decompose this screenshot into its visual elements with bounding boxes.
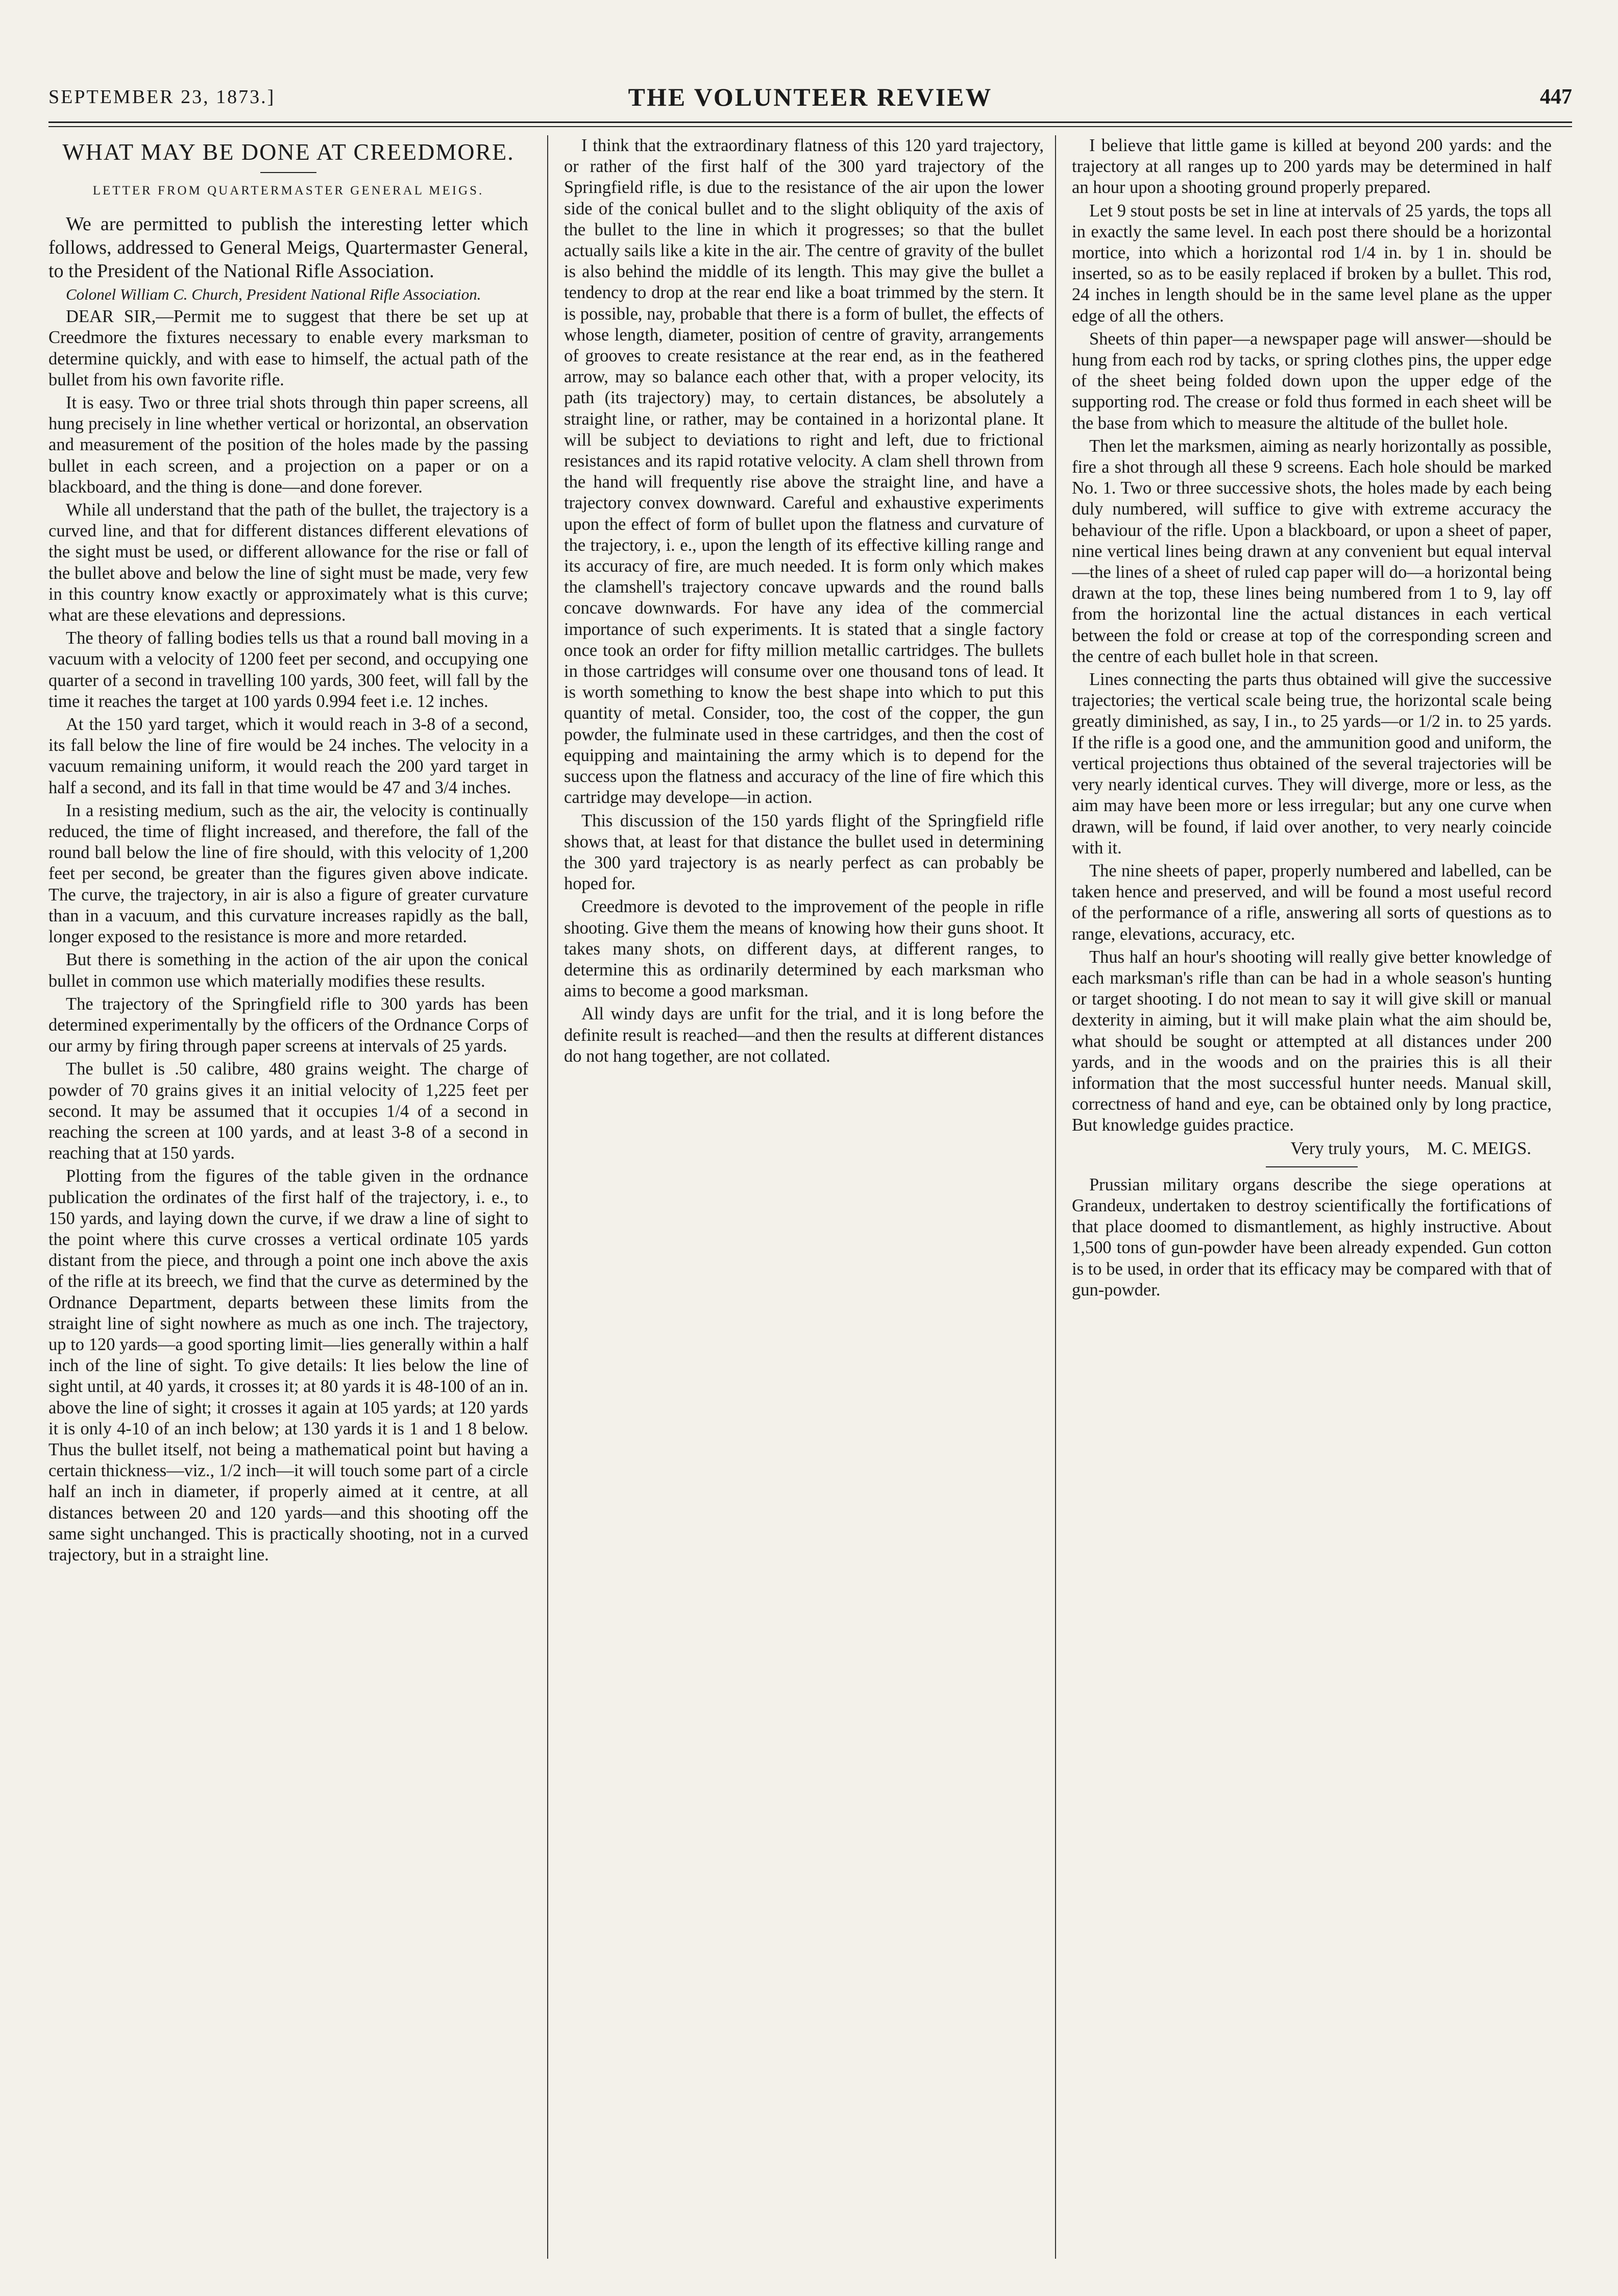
signature: M. C. MEIGS. xyxy=(1427,1138,1531,1158)
article-headline: WHAT MAY BE DONE AT CREEDMORE. xyxy=(62,139,514,165)
letter-paragraph: But there is something in the action of the air upon the conical bullet in common use which materially modifies these results. xyxy=(48,950,528,991)
letter-paragraph: The bullet is .50 calibre, 480 grains weight. The charge of powder of 70 grains gives it an initial velocity of 1,225 feet per second. It may be assumed that it occupies 1/4 of a second in reaching the screen at 100 yards, and at least 3-8 of a second in reaching that at 150 yards. xyxy=(48,1059,528,1163)
header-rule xyxy=(48,121,1572,127)
issue-date: SEPTEMBER 23, 1873.] xyxy=(48,86,276,108)
letter-paragraph: In a resisting medium, such as the air, the velocity is continually reduced, the time of flight increased, and therefore, the fall of the round ball below the line of fire should, with this velocity of 1,200 feet per second, be greater than the figures given above indicate. The curve, the trajectory, in air is also a figure of greater curvature than in a vacuum, and this curvature increases rapidly as the ball, longer exposed to the resistance is more and more retarded. xyxy=(48,800,528,947)
letter-paragraph: Plotting from the figures of the table given in the ordnance publication the ordinates of the first half of the trajectory, i. e., to 150 yards, and laying down the curve, if we draw a line of sight to the point where this curve crosses a vertical ordinate 105 yards distant from the piece, and through a point one inch above the axis of the rifle at its breech, we find that the curve as determined by the Ordnance Department, departs between these limits from the straight line of sight nowhere as much as one inch. The trajectory, up to 120 yards—a good sporting limit—lies generally within a half inch of the line of sight. To give details: It lies below the line of sight until, at 40 yards, it crosses it; at 80 yards it is 48-100 of an in. above the line of sight; it crosses it again at 105 yards; at 120 yards it is only 4-10 of an inch below; at 130 yards it is 1 and 1 8 below. Thus the bullet itself, not being a mathematical point but having a certain thickness—viz., 1/2 inch—it will touch some part of a circle half an inch in diameter, if properly aimed at it centre, at all distances between 20 and 120 yards—and this shooting off the same sight unchanged. This is practically shooting, not in a curved trajectory, but in a straight line. xyxy=(48,1166,528,1565)
letter-paragraph: Thus half an hour's shooting will really give better knowledge of each marksman's rifle than can be had in a whole season's hunting or target shooting. I do not mean to say it will give skill or manual dexterity in aiming, but it will make plain what the aim should be, what should be sought or attempted at all distances under 200 yards, and in the woods and on the prairies this is all their information that the most successful hunter needs. Manual skill, correctness of hand and eye, can be obtained only by long practice, But knowledge guides practice. xyxy=(1072,947,1552,1135)
letter-paragraph: The theory of falling bodies tells us that a round ball moving in a vacuum with a velocity of 1200 feet per second, and occupying one quarter of a second in travelling 100 yards, 300 feet, will fall by the time it reaches the target at 100 yards 0.994 feet i.e. 12 inches. xyxy=(48,628,528,711)
letter-paragraph: The trajectory of the Springfield rifle to 300 yards has been determined experimentally by the officers of the Ordnance Corps of our army by firing through paper screens at intervals of 25 yards. xyxy=(48,994,528,1056)
letter-paragraph: I believe that little game is killed at beyond 200 yards: and the trajectory at all ranges up to 200 yards may be determined in half an hour upon a shooting ground properly prepared. xyxy=(1072,136,1552,198)
letter-paragraph xyxy=(48,306,528,390)
page-number: 447 xyxy=(1540,85,1572,109)
letter-paragraph: Then let the marksmen, aiming as nearly horizontally as possible, fire a shot through all these 9 screens. Each hole should be marked No. 1. Two or three successive shots, the holes made by each being duly numbered, will suffice to give with extreme accuracy the behaviour of the rifle. Upon a blackboard, or upon a sheet of paper, nine vertical lines being drawn at any convenient but equal interval—the lines of a sheet of ruled cap paper will do—a horizontal being drawn at the top, these lines being numbered from 1 to 9, lay off from the horizontal line the actual distances in each vertical between the fold or crease at top of the corresponding screen and the centre of each bullet hole in that screen. xyxy=(1072,436,1552,666)
column-rule xyxy=(1055,135,1056,2259)
letter-paragraph: While all understand that the path of the bullet, the trajectory is a curved line, and that for different distances different elevations of the sight must be used, or different allowance for the rise or fall of the bullet above and below the line of sight must be made, very few in this country know exactly or approximately what is this curve; what are these elevations and depressions. xyxy=(48,500,528,625)
letter-paragraph: Sheets of thin paper—a newspaper page will answer—should be hung from each rod by tacks, or spring clothes pins, the upper edge of the sheet being folded down upon the upper edge of the supporting rod. The crease or fold thus formed in each sheet will be the base from which to measure the altitude of the bullet hole. xyxy=(1072,329,1552,433)
column-3 xyxy=(1072,135,1552,2259)
letter-paragraph: The nine sheets of paper, properly numbered and labelled, can be taken hence and preserved, and will be found a most useful record of the performance of a rifle, answering all sorts of questions as to range, elevations, accuracy, etc. xyxy=(1072,861,1552,944)
headline-rule xyxy=(260,172,316,173)
paragraph-text: —Permit me to suggest that there be set up at Creedmore the fixtures necessary to enable every marksman to determine quickly, and with ease to himself, the actual path of the bullet from his own favorite rifle. xyxy=(48,307,528,389)
article-lead: We are permitted to publish the interesting letter which follows, addressed to General Meigs, Quartermaster General, to the President of the National Rifle Association. xyxy=(48,213,528,282)
section-separator xyxy=(1266,1166,1358,1167)
news-item: Prussian military organs describe the siege operations at Grandeux, undertaken to destroy scientifically the fortifications of that place doomed to dismantlement, as highly instructive. About 1,500 tons of gun-powder have been already expended. Gun cotton is to be used, in order that its efficacy may be compared with that of gun-powder. xyxy=(1072,1175,1552,1300)
letter-paragraph: This discussion of the 150 yards flight of the Springfield rifle shows that, at least for that distance the bullet used in determining the 300 yard trajectory is as nearly perfect as can probably be hoped for. xyxy=(564,811,1044,894)
article-subheading: LETTER FROM QUARTERMASTER GENERAL MEIGS. xyxy=(92,184,484,198)
letter-paragraph: Lines connecting the parts thus obtained will give the successive trajectories; the vertical scale being true, the horizontal scale being greatly diminished, as say, I in., to 25 yards—or 1/2 in. to 25 yards. If the rifle is a good one, and the ammunition good and uniform, the vertical projections thus obtained of the several trajectories will be very nearly identical curves. They will diverge, more or less, as the aim may have been more or less irregular; but any one curve when drawn, will be found, if laid over another, to very nearly coincide with it. xyxy=(1072,670,1552,858)
closing: Very truly yours, xyxy=(1290,1138,1410,1158)
letter-paragraph: All windy days are unfit for the trial, and it is long before the definite result is reached—and then the results at different distances do not hang together, are not collated. xyxy=(564,1004,1044,1066)
masthead xyxy=(48,77,1572,117)
publication-title: THE VOLUNTEER REVIEW xyxy=(628,83,993,111)
letter-closing xyxy=(1072,1138,1552,1159)
letter-paragraph: It is easy. Two or three trial shots through thin paper screens, all hung precisely in line whether vertical or horizontal, an observation and measurement of the position of the holes made by the passing bullet in each screen, and a projection on a paper or on a blackboard, and the thing is done—and done forever. xyxy=(48,393,528,497)
column-1 xyxy=(48,135,528,2259)
letter-address: Colonel William C. Church, President National Rifle Association. xyxy=(66,285,481,304)
letter-paragraph: I think that the extraordinary flatness of this 120 yard trajectory, or rather of the first half of the 300 yard trajectory of the Springfield rifle, is due to the resistance of the air upon the lower side of the conical bullet and to the slight obliquity of the axis of the bullet to the line in which it progresses; so that the bullet actually sails like a kite in the air. The centre of gravity of the bullet is also behind the middle of its length. This may give the bullet a tendency to drop at the rear end like a boat trimmed by the stern. It is possible, nay, probable that there is a form of bullet, the effects of whose length, diameter, position of centre of gravity, arrangements of grooves to create resistance at the rear end, as in the feathered arrow, may so balance each other that, with a proper velocity, its path (its trajectory) may, to certain distances, be absolutely a straight line, or rather, may be contained in a horizontal plane. It will be subject to deviations to right and left, due to frictional resistances and its rapid rotative velocity. A clam shell thrown from the hand will frequently rise above the straight line, and have a trajectory convex downward. Careful and exhaustive experiments upon the effect of form of bullet upon the flatness and curvature of the trajectory, i. e., upon the length of its effective killing range and its accuracy of fire, are much needed. It is form only which makes the clamshell's trajectory concave upwards and the round balls concave downwards. For have any idea of the commercial importance of such experiments. It is stated that a single factory once took an order for fifty million metallic cartridges. The bullets in those cartridges will consume over one thousand tons of lead. It is worth something to know the best shape into which to put this quantity of metal. Consider, too, the cost of the copper, the gun powder, the fulminate used in these cartridges, and then the cost of equipping and maintaining the army which is to depend for the success upon the flatness and accuracy of the line of fire which this cartridge may develope—in action. xyxy=(564,136,1044,808)
column-2 xyxy=(564,135,1044,2259)
letter-paragraph: Creedmore is devoted to the improvement of the people in rifle shooting. Give them the means of knowing how their guns shoot. It takes many shots, on different days, at different ranges, to determine this as ordinarily determined by each marksman who aims to become a good marksman. xyxy=(564,897,1044,1001)
column-rule xyxy=(547,135,548,2259)
salutation: DEAR SIR, xyxy=(66,307,156,327)
letter-paragraph: At the 150 yard target, which it would reach in 3-8 of a second, its fall below the line of fire would be 24 inches. The velocity in a vacuum remaining uniform, it would reach the 200 yard target in half a second, and its fall in that time would be 47 and 3/4 inches. xyxy=(48,715,528,797)
letter-paragraph: Let 9 stout posts be set in line at intervals of 25 yards, the tops all in exactly the same level. In each post there should be a horizontal mortice, into which a horizontal rod 1/4 in. by 1 in. should be inserted, so as to be easily replaced if broken by a bullet. This rod, 24 inches in length should be in the same level plane as the upper edge of all the others. xyxy=(1072,201,1552,326)
